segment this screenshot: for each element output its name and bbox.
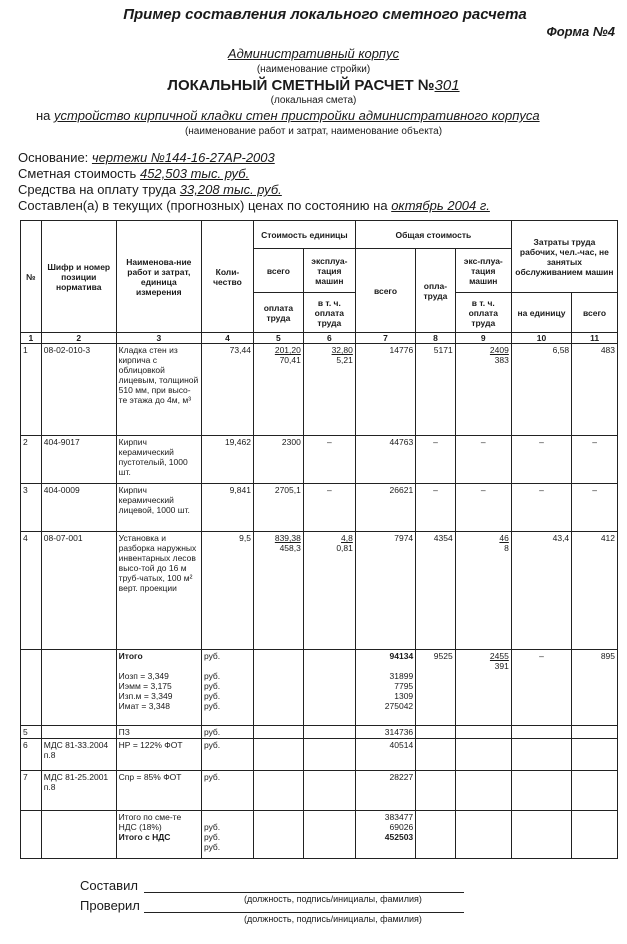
unit-rub: руб. <box>203 842 221 852</box>
unit-rub: руб. <box>203 681 221 691</box>
composed-line[interactable] <box>144 892 464 893</box>
unit-machines: – <box>303 436 355 484</box>
checked-label: Проверил <box>80 898 140 913</box>
labor-unit: – <box>511 436 571 484</box>
unit-rub: руб. <box>203 691 221 701</box>
hdr-unit-cost: Стоимость единицы <box>253 221 355 249</box>
hdr-name: Наименова-ние работ и затрат, единица измерения <box>116 221 201 333</box>
prices-label: Составлен(а) в текущих (прогнозных) ценах по состоянию на <box>18 198 388 213</box>
cost-value: 452,503 тыс. руб. <box>139 166 250 181</box>
total-wage: – <box>416 436 456 484</box>
row-num: 1 <box>21 344 42 436</box>
totals-labor-all: 895 <box>572 650 618 726</box>
vat-value: 69026 <box>389 822 414 832</box>
composed-label: Составил <box>80 878 138 893</box>
unit-all: 201,20 <box>274 345 301 355</box>
work-caption: (наименование работ и затрат, наименование объекта) <box>184 126 443 137</box>
basis-label: Основание: <box>18 150 89 165</box>
final-subtotal-label: Итого по сме-те <box>118 812 182 822</box>
final-total-label: Итого с НДС <box>118 832 171 842</box>
row-code: 08-02-010-3 <box>41 344 116 436</box>
labor-unit: 43,4 <box>511 532 571 650</box>
final-subtotal-value: 383477 <box>384 812 414 822</box>
nr-value: 40514 <box>355 739 415 771</box>
final-row <box>21 811 618 859</box>
row-num: 2 <box>21 436 42 484</box>
unit-rub: руб. <box>203 832 221 842</box>
unit-machines: 4,8 <box>341 533 353 543</box>
sp-row <box>21 771 618 811</box>
unit-rub: руб. <box>203 822 221 832</box>
labor-unit: – <box>511 484 571 532</box>
unit-machines: – <box>303 484 355 532</box>
col-number: 10 <box>511 333 571 344</box>
row-qty: 9,841 <box>201 484 253 532</box>
final-total-value: 452503 <box>384 832 414 842</box>
cost-label: Сметная стоимость <box>18 166 137 181</box>
col-number: 7 <box>355 333 415 344</box>
form-label: Форма №4 <box>546 24 615 39</box>
hdr-total-wage: опла-труда <box>416 249 456 333</box>
unit-rub: руб. <box>201 771 253 811</box>
totals-wage: 9525 <box>416 650 456 726</box>
building-name: Административный корпус <box>227 46 400 61</box>
total-machines-wage: 383 <box>494 355 509 365</box>
hdr-unit-wage: оплата труда <box>253 293 303 333</box>
unit-machines-wage: 0,81 <box>336 543 353 553</box>
hdr-labor-all: всего <box>572 293 618 333</box>
hdr-unit-machines: эксплуа-тация машин <box>303 249 355 293</box>
wage-label: Средства на оплату труда <box>18 182 177 197</box>
totals-labor-unit: – <box>511 650 571 726</box>
sp-value: 28227 <box>355 771 415 811</box>
col-number: 4 <box>201 333 253 344</box>
basis-block <box>18 150 490 214</box>
wage-value: 33,208 тыс. руб. <box>179 182 282 197</box>
checked-caption: (должность, подпись/инициалы, фамилия) <box>244 914 422 924</box>
row-qty: 19,462 <box>201 436 253 484</box>
row-code: 404-9017 <box>41 436 116 484</box>
index-izp-value: 31899 <box>389 671 414 681</box>
total-all: 14776 <box>355 344 415 436</box>
totals-row <box>21 650 618 726</box>
table-row <box>21 532 618 650</box>
unit-rub: руб. <box>203 671 221 681</box>
unit-rub: руб. <box>203 651 221 661</box>
totals-machines: 2455 <box>489 651 509 661</box>
total-machines: – <box>455 484 511 532</box>
hdr-unit-wage-incl: в т. ч. оплата труда <box>303 293 355 333</box>
nr-label: НР = 122% ФОТ <box>116 739 201 771</box>
col-number: 6 <box>303 333 355 344</box>
col-number: 5 <box>253 333 303 344</box>
totals-label: Итого <box>118 651 143 661</box>
index-izp: Иозп = 3,349 <box>118 671 169 681</box>
hdr-total-wage-incl: в т. ч. оплата труда <box>455 293 511 333</box>
estimate-caption: (локальная смета) <box>270 95 357 106</box>
prices-value: октябрь 2004 г. <box>391 198 490 213</box>
total-all: 44763 <box>355 436 415 484</box>
totals-machines-wage: 391 <box>494 661 509 671</box>
total-machines: – <box>455 436 511 484</box>
hdr-labor: Затраты труда рабочих, чел.-час, не занятых обслуживанием машин <box>511 221 617 293</box>
col-number: 11 <box>572 333 618 344</box>
labor-all: 483 <box>572 344 618 436</box>
unit-wage: 458,3 <box>279 543 301 553</box>
row-code: 08-07-001 <box>41 532 116 650</box>
col-number: 9 <box>455 333 511 344</box>
unit-all: 2705,1 <box>253 484 303 532</box>
sp-label: Спр = 85% ФОТ <box>116 771 201 811</box>
total-all: 26621 <box>355 484 415 532</box>
unit-rub: руб. <box>201 726 253 739</box>
page-title: Пример составления локального сметного расчета <box>123 6 527 23</box>
unit-all: 839,38 <box>274 533 301 543</box>
col-number: 3 <box>116 333 201 344</box>
hdr-num: № <box>21 221 42 333</box>
hdr-code: Шифр и номер позиции норматива <box>41 221 116 333</box>
estimate-title: ЛОКАЛЬНЫЙ СМЕТНЫЙ РАСЧЕТ № <box>167 77 435 94</box>
col-number: 1 <box>21 333 42 344</box>
labor-all: 412 <box>572 532 618 650</box>
unit-rub: руб. <box>201 739 253 771</box>
total-all: 7974 <box>355 532 415 650</box>
hdr-total-all: всего <box>355 249 415 333</box>
row-name: Установка и разборка наружных инвентарных лесов высо-той до 16 м труб-чатых, 100 м² верт. проекции <box>116 532 201 650</box>
pz-row <box>21 726 618 739</box>
index-imat: Имат = 3,348 <box>118 701 171 711</box>
hdr-qty: Коли-чество <box>201 221 253 333</box>
total-machines-wage: 8 <box>504 543 509 553</box>
table-row <box>21 344 618 436</box>
estimate-table <box>20 220 618 859</box>
hdr-total-machines: экс-плуа-тация машин <box>455 249 511 293</box>
index-imm: Иэмм = 3,175 <box>118 681 172 691</box>
pz-value: 314736 <box>355 726 415 739</box>
total-machines: 2409 <box>489 345 509 355</box>
labor-all: – <box>572 436 618 484</box>
estimate-number: 301 <box>434 77 460 94</box>
row-code: МДС 81-33.2004 п.8 <box>41 739 116 771</box>
index-izpm: Изп.м = 3,349 <box>118 691 173 701</box>
row-code: МДС 81-25.2001 п.8 <box>41 771 116 811</box>
table-row <box>21 484 618 532</box>
checked-line[interactable] <box>144 912 464 913</box>
unit-machines: 32,80 <box>331 345 353 355</box>
row-num: 4 <box>21 532 42 650</box>
row-qty: 73,44 <box>201 344 253 436</box>
nr-row <box>21 739 618 771</box>
hdr-labor-unit: на единицу <box>511 293 571 333</box>
row-qty: 9,5 <box>201 532 253 650</box>
building-caption: (наименование стройки) <box>256 64 371 75</box>
row-name: Кладка стен из кирпича с облицовкой лицевым, толщиной 510 мм, при высо-те этажа до 4м, м³ <box>116 344 201 436</box>
labor-unit: 6,58 <box>511 344 571 436</box>
total-wage: 4354 <box>416 532 456 650</box>
for-prefix: на <box>36 108 51 123</box>
row-num: 6 <box>21 739 42 771</box>
composed-caption: (должность, подпись/инициалы, фамилия) <box>244 894 422 904</box>
col-number: 2 <box>41 333 116 344</box>
row-num: 3 <box>21 484 42 532</box>
unit-machines-wage: 5,21 <box>336 355 353 365</box>
hdr-total-cost: Общая стоимость <box>355 221 511 249</box>
row-num: 5 <box>21 726 42 739</box>
table-row <box>21 436 618 484</box>
totals-all: 94134 <box>389 651 414 661</box>
index-izpm-value: 1309 <box>394 691 414 701</box>
pz-label: ПЗ <box>116 726 201 739</box>
unit-all: 2300 <box>253 436 303 484</box>
basis-value: чертежи №144-16-27АР-2003 <box>91 150 275 165</box>
index-imm-value: 7795 <box>394 681 414 691</box>
row-num: 7 <box>21 771 42 811</box>
total-machines: 46 <box>499 533 509 543</box>
row-name: Кирпич керамический лицевой, 1000 шт. <box>116 484 201 532</box>
unit-rub: руб. <box>203 701 221 711</box>
col-number: 8 <box>416 333 456 344</box>
total-wage: – <box>416 484 456 532</box>
hdr-unit-all: всего <box>253 249 303 293</box>
work-name: устройство кирпичной кладки стен пристройки административного корпуса <box>54 108 540 123</box>
index-imat-value: 275042 <box>384 701 414 711</box>
row-code: 404-0009 <box>41 484 116 532</box>
total-wage: 5171 <box>416 344 456 436</box>
row-name: Кирпич керамический пустотелый, 1000 шт. <box>116 436 201 484</box>
unit-wage: 70,41 <box>279 355 301 365</box>
labor-all: – <box>572 484 618 532</box>
vat-label: НДС (18%) <box>118 822 162 832</box>
